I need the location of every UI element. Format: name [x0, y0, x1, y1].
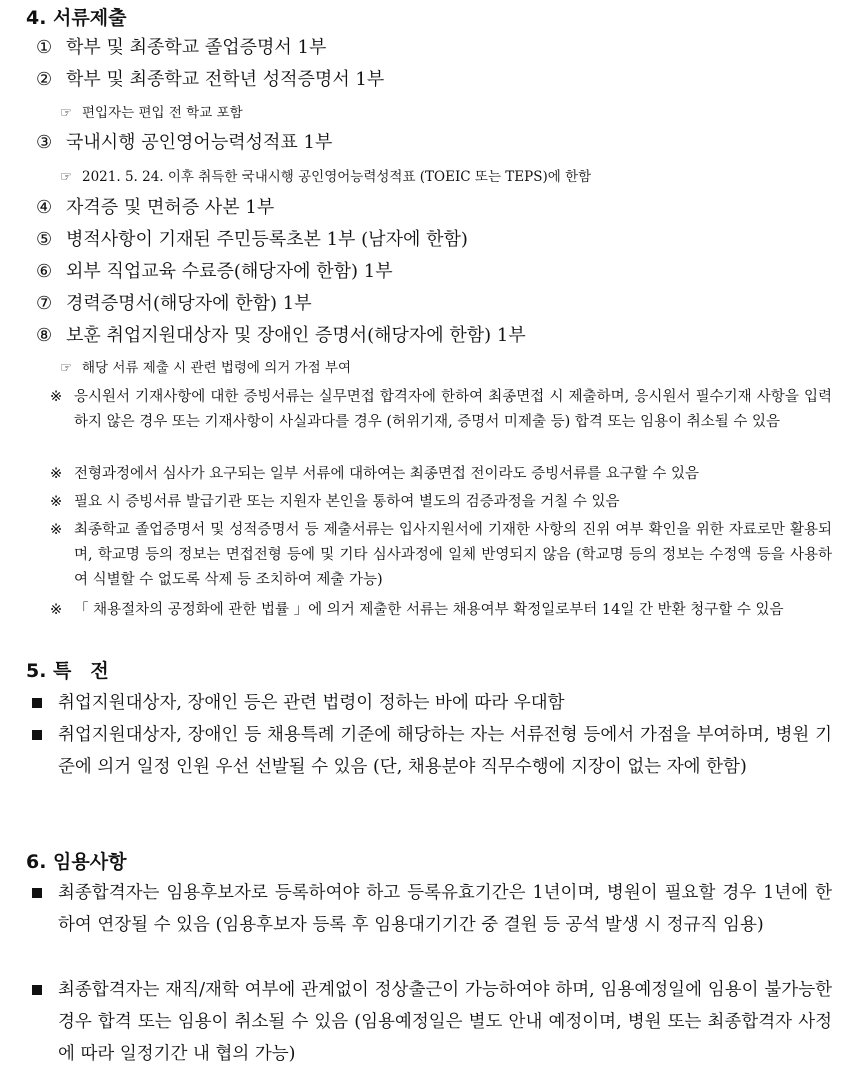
bullet-text: 취업지원대상자, 장애인 등 채용특례 기준에 해당하는 자는 서류전형 등에서 가점을 부여하며, 병원 기준에 의거 일정 인원 우선 선발될 수 있음 (단, 채용분야 직무수행에 지장이 없는 자에 한함) — [58, 725, 832, 777]
remark-text: 필요 시 증빙서류 발급기관 또는 지원자 본인을 통하여 별도의 검증과정을 거칠 수 있음 — [74, 494, 620, 510]
document-item-6 — [36, 260, 393, 284]
document-item-7 — [36, 292, 312, 316]
remark-text: 전형과정에서 심사가 요구되는 일부 서류에 대하여는 최종면접 전이라도 증빙서류를 요구할 수 있음 — [74, 466, 699, 482]
item-3-note — [60, 167, 591, 187]
remark-1 — [50, 385, 832, 435]
pointing-hand-icon: ☞ — [60, 169, 73, 185]
item-number: ② — [36, 69, 53, 90]
section-6-heading: 6. 임용사항 — [26, 851, 127, 873]
remark-5 — [50, 598, 832, 623]
item-8-note — [60, 358, 351, 378]
square-bullet-icon — [32, 698, 42, 708]
appointment-bullet-1 — [26, 877, 832, 941]
reference-mark-icon: ※ — [50, 494, 63, 510]
item-number: ④ — [36, 197, 53, 218]
remark-text: 응시원서 기재사항에 대한 증빙서류는 실무면접 합격자에 한하여 최종면접 시 제출하며, 응시원서 필수기재 사항을 입력하지 않은 경우 또는 기재사항이 사실과다를 경우 (허위기재, 증명서 미제출 등) 합격 또는 임용이 취소될 수 있음 — [74, 389, 832, 430]
document-item-1 — [36, 36, 326, 60]
square-bullet-icon — [32, 985, 42, 995]
document-item-2 — [36, 68, 384, 92]
document-item-5 — [36, 228, 468, 252]
bullet-text: 취업지원대상자, 장애인 등은 관련 법령이 정하는 바에 따라 우대함 — [58, 693, 565, 713]
special-benefit-bullet-1 — [26, 687, 832, 719]
section-5-heading: 5. 특 전 — [26, 660, 109, 682]
remark-text: 최종학교 졸업증명서 및 성적증명서 등 제출서류는 입사지원서에 기재한 사항의 진위 여부 확인을 위한 자료로만 활용되며, 학교명 등의 정보는 면접전형 등에 및 기타 심사과정에 일체 반영되지 않음 (학교명 등의 정보는 수정액 등을 사용하여 식별할 수 없도록 삭제 등 조치하여 제출 가능) — [74, 522, 832, 588]
appointment-bullet-2 — [26, 974, 832, 1070]
remark-text: 「 채용절차의 공정화에 관한 법률 」에 의거 제출한 서류는 채용여부 확정일로부터 14일 간 반환 청구할 수 있음 — [74, 602, 784, 618]
reference-mark-icon: ※ — [50, 389, 63, 405]
bullet-text: 최종합격자는 재직/재학 여부에 관계없이 정상출근이 가능하여야 하며, 임용예정일에 임용이 불가능한 경우 합격 또는 임용이 취소될 수 있음 (임용예정일은 별도 안내 예정이며, 병원 또는 최종합격자 사정에 따라 일정기간 내 협의 가능) — [58, 980, 832, 1064]
item-number: ⑥ — [36, 261, 53, 282]
document-item-4 — [36, 196, 274, 220]
special-benefit-bullet-2 — [26, 719, 832, 783]
square-bullet-icon — [32, 730, 42, 740]
pointing-hand-icon: ☞ — [60, 360, 73, 376]
item-text: 병적사항이 기재된 주민등록초본 1부 (남자에 한함) — [66, 229, 468, 250]
item-number: ① — [36, 37, 53, 58]
reference-mark-icon: ※ — [50, 466, 63, 482]
square-bullet-icon — [32, 888, 42, 898]
remark-4 — [50, 518, 832, 593]
item-number: ③ — [36, 132, 53, 153]
document-item-3 — [36, 131, 332, 155]
item-text: 학부 및 최종학교 졸업증명서 1부 — [66, 37, 327, 58]
reference-mark-icon: ※ — [50, 602, 63, 618]
item-text: 경력증명서(해당자에 한함) 1부 — [66, 293, 312, 314]
item-text: 보훈 취업지원대상자 및 장애인 증명서(해당자에 한함) 1부 — [66, 325, 526, 346]
pointing-hand-icon: ☞ — [60, 105, 73, 121]
remark-3 — [50, 490, 832, 515]
item-text: 학부 및 최종학교 전학년 성적증명서 1부 — [66, 69, 385, 90]
item-number: ⑦ — [36, 293, 53, 314]
bullet-text: 최종합격자는 임용후보자로 등록하여야 하고 등록유효기간은 1년이며, 병원이 필요할 경우 1년에 한하여 연장될 수 있음 (임용후보자 등록 후 임용대기기간 중 결원 등 공석 발생 시 정규직 임용) — [58, 883, 832, 935]
item-text: 자격증 및 면허증 사본 1부 — [66, 197, 275, 218]
document-item-8 — [36, 324, 526, 348]
item-number: ⑧ — [36, 325, 53, 346]
item-number: ⑤ — [36, 229, 53, 250]
reference-mark-icon: ※ — [50, 522, 63, 538]
section-4-heading: 4. 서류제출 — [26, 7, 127, 29]
note-text: 2021. 5. 24. 이후 취득한 국내시행 공인영어능력성적표 (TOEIC 또는 TEPS)에 한함 — [82, 169, 592, 185]
item-2-note — [60, 103, 243, 123]
item-text: 국내시행 공인영어능력성적표 1부 — [66, 132, 333, 153]
note-text: 편입자는 편입 전 학교 포함 — [82, 105, 243, 121]
item-text: 외부 직업교육 수료증(해당자에 한함) 1부 — [66, 261, 393, 282]
remark-2 — [50, 462, 832, 487]
note-text: 해당 서류 제출 시 관련 법령에 의거 가점 부여 — [82, 360, 352, 376]
